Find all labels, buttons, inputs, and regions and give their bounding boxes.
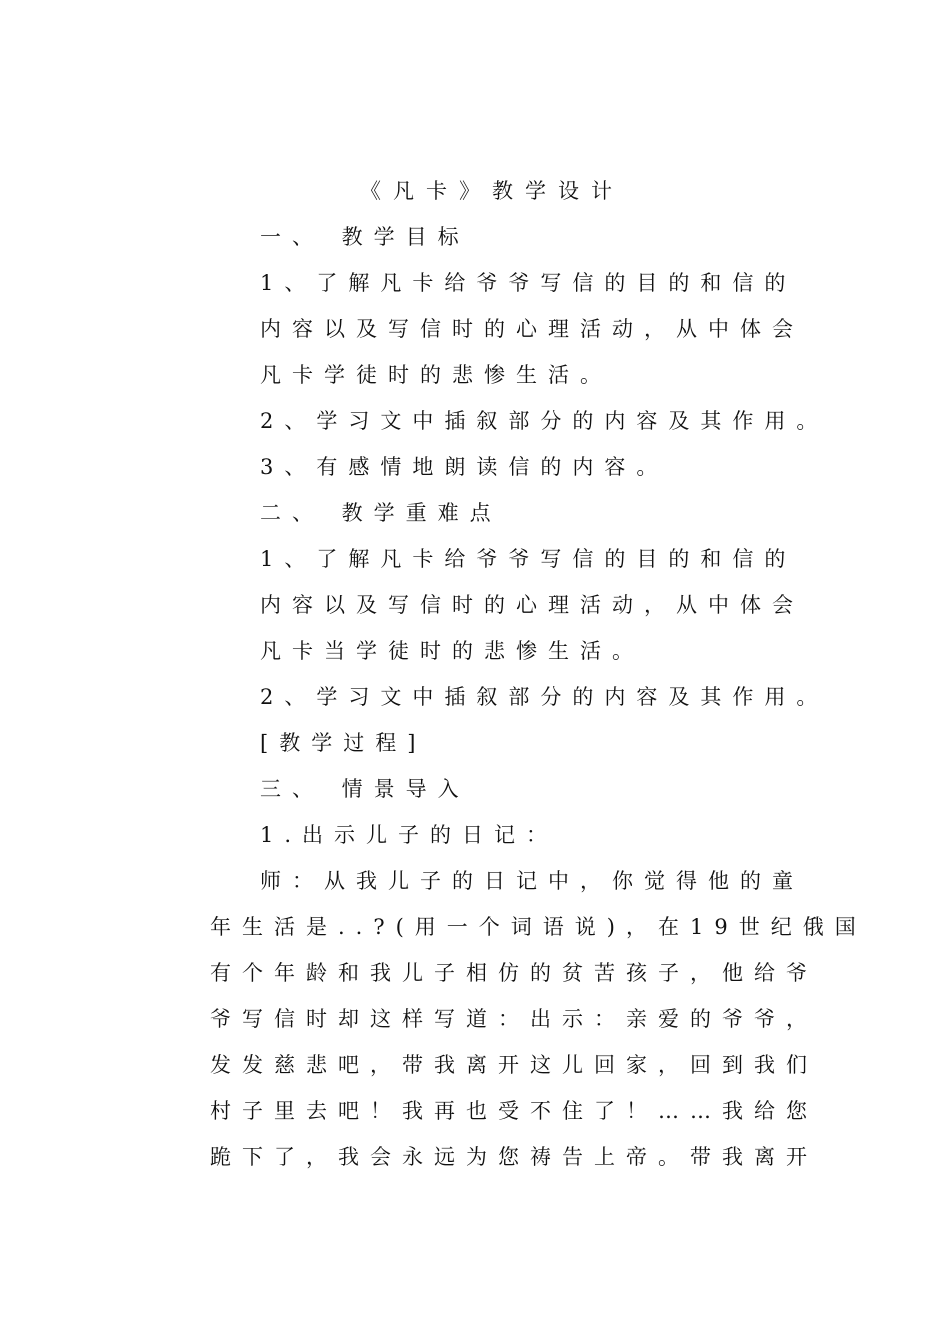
- section-heading-goals: 一、 教学目标: [260, 225, 470, 249]
- paragraph-line-6: 村子里去吧！我再也受不住了！……我给您: [210, 1099, 818, 1123]
- paragraph-line-1: 师：从我儿子的日记中，你觉得他的童: [260, 869, 804, 893]
- paragraph-line-2: 年生活是..?(用一个词语说)，在19世纪俄国: [210, 915, 867, 939]
- key-point-1-line-2: 内容以及写信时的心理活动，从中体会: [260, 593, 804, 617]
- step-1: 1.出示儿子的日记：: [260, 823, 559, 847]
- paragraph-line-7: 跪下了，我会永远为您祷告上帝。带我离开: [210, 1145, 818, 1169]
- process-label: [教学过程]: [260, 731, 427, 755]
- page-title: 《凡卡》教学设计: [360, 179, 624, 203]
- key-point-1-line-3: 凡卡当学徒时的悲惨生活。: [260, 639, 644, 663]
- section-heading-key-points: 二、 教学重难点: [260, 501, 502, 525]
- goal-3: 3、有感情地朗读信的内容。: [260, 455, 669, 479]
- goal-1-line-2: 内容以及写信时的心理活动，从中体会: [260, 317, 804, 341]
- goal-1-line-1: 1、了解凡卡给爷爷写信的目的和信的: [260, 271, 797, 295]
- paragraph-line-4: 爷写信时却这样写道：出示：亲爱的爷爷，: [210, 1007, 818, 1031]
- section-heading-intro: 三、 情景导入: [260, 777, 470, 801]
- paragraph-line-3: 有个年龄和我儿子相仿的贫苦孩子，他给爷: [210, 961, 818, 985]
- goal-2: 2、学习文中插叙部分的内容及其作用。: [260, 409, 829, 433]
- key-point-2: 2、学习文中插叙部分的内容及其作用。: [260, 685, 829, 709]
- paragraph-line-5: 发发慈悲吧，带我离开这儿回家，回到我们: [210, 1053, 818, 1077]
- key-point-1-line-1: 1、了解凡卡给爷爷写信的目的和信的: [260, 547, 797, 571]
- goal-1-line-3: 凡卡学徒时的悲惨生活。: [260, 363, 612, 387]
